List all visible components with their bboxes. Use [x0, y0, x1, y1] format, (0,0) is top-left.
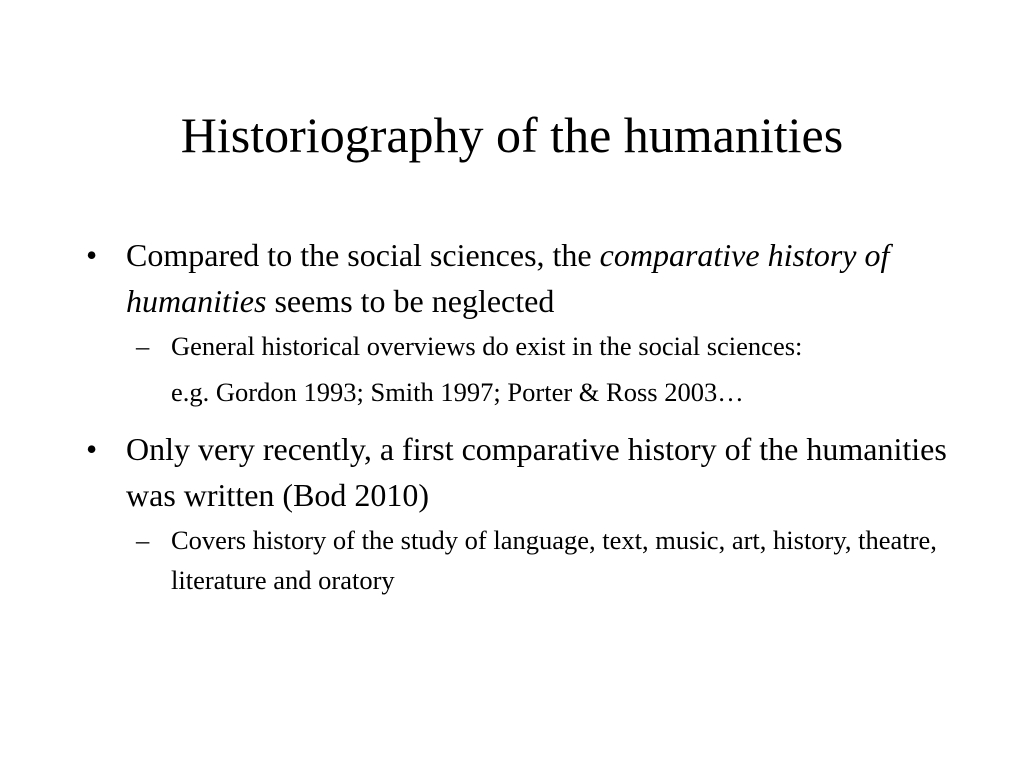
subitem-2-1-text: Covers history of the study of language, text, music, art, history, theatre, literature and oratory	[171, 525, 937, 595]
subitem-1-1-continuation: e.g. Gordon 1993; Smith 1997; Porter & Ross 2003…	[171, 377, 744, 407]
subitem-1-1	[136, 326, 966, 366]
bullet-text-1-start: Compared to the social sciences, the	[126, 237, 600, 273]
bullet-text-1-italic: comparative history of humanities	[126, 237, 890, 319]
bullet-text-1-end: seems to be neglected	[266, 283, 555, 319]
bullet-item-1	[86, 232, 966, 324]
slide-title: Historiography of the humanities	[180, 107, 844, 163]
dash-marker: –	[136, 525, 150, 555]
subitem-1-1-text: General historical overviews do exist in the social sciences:	[171, 331, 803, 361]
dash-marker: –	[136, 331, 150, 361]
bullet-text-2: Only very recently, a first comparative history of the humanities was written (Bod 2010)	[126, 431, 947, 513]
bullet-marker: •	[86, 237, 98, 273]
subitem-2-1	[136, 520, 966, 600]
bullet-item-2	[86, 426, 966, 518]
bullet-marker: •	[86, 431, 98, 467]
slide-body	[86, 232, 966, 606]
